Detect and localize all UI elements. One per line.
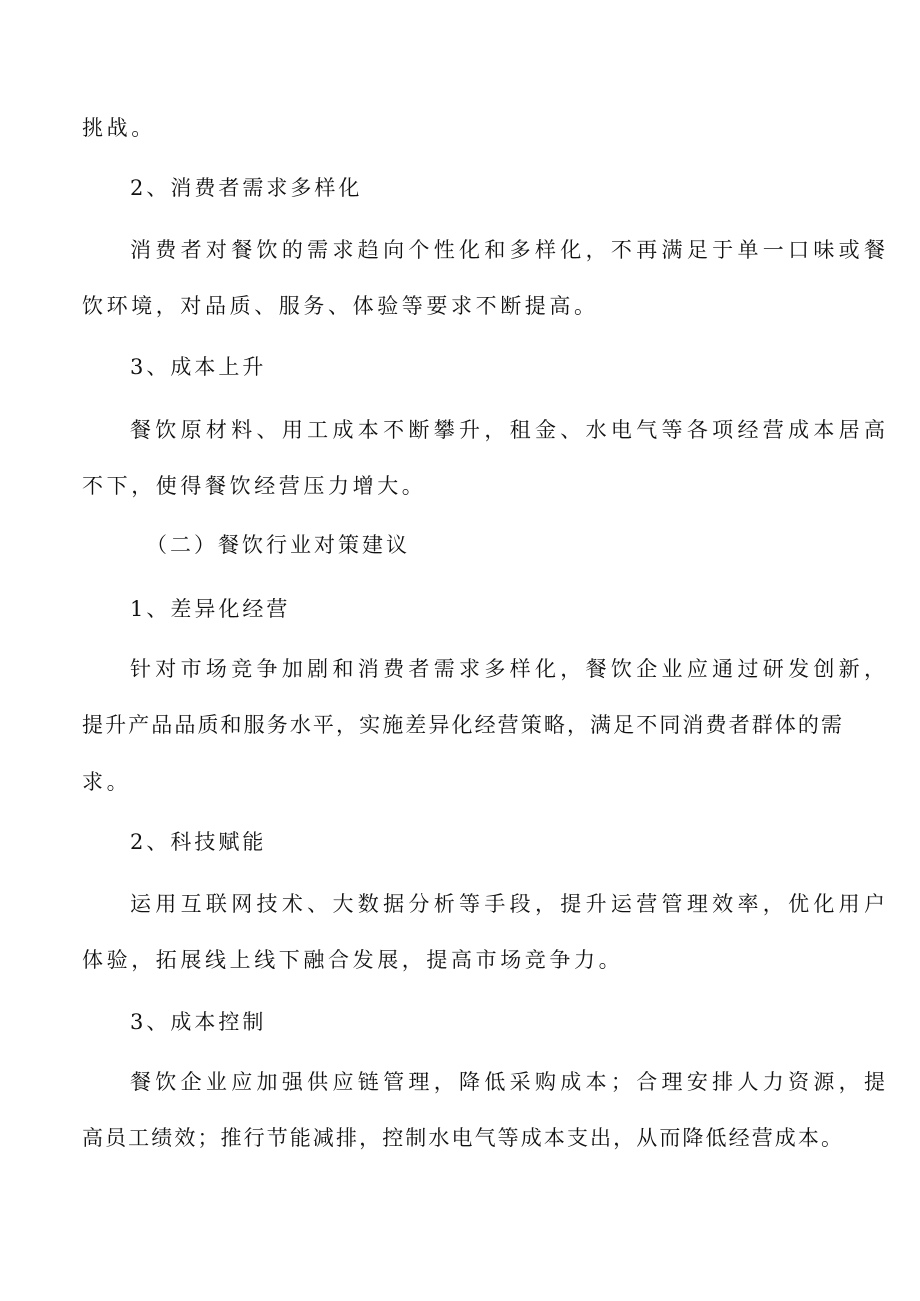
paragraph-line: 餐饮企业应加强供应链管理，降低采购成本；合理安排人力资源，提 (130, 1070, 885, 1094)
paragraph-line: 不下，使得餐饮经营压力增大。 (82, 474, 427, 498)
section-heading-consumer-demand: 2、消费者需求多样化 (130, 176, 363, 200)
section-heading-tech-empowerment: 2、科技赋能 (130, 830, 267, 854)
paragraph-line: 针对市场竞争加剧和消费者需求多样化，餐饮企业应通过研发创新， (130, 657, 885, 681)
paragraph-end-line: 挑战。 (82, 116, 156, 140)
paragraph-line: 运用互联网技术、大数据分析等手段，提升运营管理效率，优化用户 (130, 892, 885, 916)
paragraph-line: 饮环境，对品质、服务、体验等要求不断提高。 (82, 294, 599, 318)
paragraph-line: 餐饮原材料、用工成本不断攀升，租金、水电气等各项经营成本居高 (130, 418, 885, 442)
paragraph-line: 提升产品品质和服务水平，实施差异化经营策略，满足不同消费者群体的需 (82, 713, 842, 737)
paragraph-line: 高员工绩效；推行节能减排，控制水电气等成本支出，从而降低经营成本。 (82, 1126, 842, 1150)
section-heading-recommendations: （二）餐饮行业对策建议 (146, 533, 410, 557)
paragraph-line: 求。 (82, 770, 132, 794)
section-heading-cost-rise: 3、成本上升 (130, 355, 267, 379)
paragraph-line: 体验，拓展线上线下融合发展，提高市场竞争力。 (82, 948, 624, 972)
section-heading-cost-control: 3、成本控制 (130, 1010, 267, 1034)
paragraph-line: 消费者对餐饮的需求趋向个性化和多样化，不再满足于单一口味或餐 (130, 238, 885, 262)
section-heading-differentiation: 1、差异化经营 (130, 597, 291, 621)
